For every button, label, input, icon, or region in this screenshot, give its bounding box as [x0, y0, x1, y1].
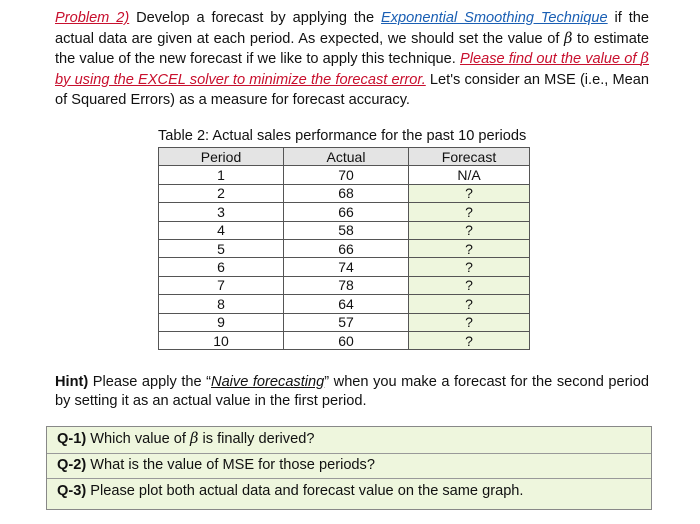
- table-caption: Table 2: Actual sales performance for the past 10 periods: [158, 128, 527, 144]
- question-text: What is the value of MSE for those periods?: [86, 457, 375, 473]
- instruction-beta: β: [640, 50, 649, 68]
- table-row: [159, 276, 530, 294]
- actual-cell: 74: [284, 258, 409, 276]
- problem-label: Problem 2): [55, 10, 130, 26]
- actual-cell: 66: [284, 239, 409, 257]
- hint-method: Naive forecasting: [211, 374, 325, 390]
- question-1: [57, 429, 314, 449]
- forecast-cell: ?: [409, 221, 530, 239]
- instruction-emphasis-2: by using the EXCEL solver to minimize the forecast error.: [55, 71, 426, 88]
- forecast-cell: N/A: [409, 166, 530, 184]
- question-label: Q-2): [57, 457, 87, 473]
- forecast-cell: ?: [409, 239, 530, 257]
- sales-table: [158, 147, 530, 350]
- actual-cell: 66: [284, 203, 409, 221]
- actual-cell: 68: [284, 184, 409, 202]
- actual-cell: 78: [284, 276, 409, 294]
- actual-cell: 70: [284, 166, 409, 184]
- hint-text-2: ” when you make a forecast for the second period by setting it as an actual value in the first period.: [55, 374, 649, 409]
- table-row: [159, 239, 530, 257]
- header-forecast: Forecast: [409, 148, 530, 166]
- hint-paragraph: [55, 373, 649, 411]
- table-row: [159, 295, 530, 313]
- forecast-cell: ?: [409, 184, 530, 202]
- period-cell: 4: [159, 221, 284, 239]
- problem-text-2: if the actual data are given at each period. As expected, we should set the value of: [55, 10, 649, 47]
- table-row: [159, 203, 530, 221]
- instruction-emphasis-1: Please find out the value of: [459, 51, 641, 68]
- problem-text-4: Let's consider an MSE (i.e., Mean of Squared Errors) as a measure for forecast accuracy.: [55, 71, 649, 109]
- question-divider: [47, 478, 651, 479]
- actual-cell: 64: [284, 295, 409, 313]
- period-cell: 7: [159, 276, 284, 294]
- beta-symbol: β: [190, 430, 199, 447]
- table-row: [159, 258, 530, 276]
- actual-cell: 60: [284, 331, 409, 349]
- problem-statement: [55, 8, 649, 111]
- forecast-cell: ?: [409, 313, 530, 331]
- question-label: Q-1): [57, 431, 87, 447]
- question-text: Which value of: [86, 431, 191, 447]
- forecast-cell: ?: [409, 258, 530, 276]
- table-row: [159, 221, 530, 239]
- forecast-cell: ?: [409, 331, 530, 349]
- table-row: [159, 166, 530, 184]
- header-actual: Actual: [284, 148, 409, 166]
- hint-text-1: Please apply the “: [88, 374, 212, 390]
- period-cell: 5: [159, 239, 284, 257]
- table-row: [159, 184, 530, 202]
- question-text: Please plot both actual data and forecast value on the same graph.: [86, 483, 524, 499]
- actual-cell: 58: [284, 221, 409, 239]
- forecast-cell: ?: [409, 276, 530, 294]
- table-header-row: [159, 148, 530, 166]
- technique-name: Exponential Smoothing Technique: [381, 10, 608, 26]
- problem-text-1: Develop a forecast by applying the: [129, 10, 382, 26]
- period-cell: 6: [159, 258, 284, 276]
- question-label: Q-3): [57, 483, 87, 499]
- question-3: [57, 481, 523, 501]
- table-row: [159, 331, 530, 349]
- period-cell: 8: [159, 295, 284, 313]
- problem-text-3: to estimate the value of the new forecast if we like to apply this technique.: [55, 30, 649, 68]
- forecast-cell: ?: [409, 295, 530, 313]
- questions-box: [46, 426, 652, 510]
- actual-cell: 57: [284, 313, 409, 331]
- period-cell: 2: [159, 184, 284, 202]
- question-text-end: is finally derived?: [198, 431, 315, 447]
- beta-symbol: β: [564, 29, 573, 47]
- table-row: [159, 313, 530, 331]
- period-cell: 9: [159, 313, 284, 331]
- hint-label: Hint): [55, 374, 89, 390]
- question-2: [57, 455, 375, 475]
- question-divider: [47, 453, 651, 454]
- period-cell: 3: [159, 203, 284, 221]
- header-period: Period: [159, 148, 284, 166]
- period-cell: 1: [159, 166, 284, 184]
- forecast-cell: ?: [409, 203, 530, 221]
- period-cell: 10: [159, 331, 284, 349]
